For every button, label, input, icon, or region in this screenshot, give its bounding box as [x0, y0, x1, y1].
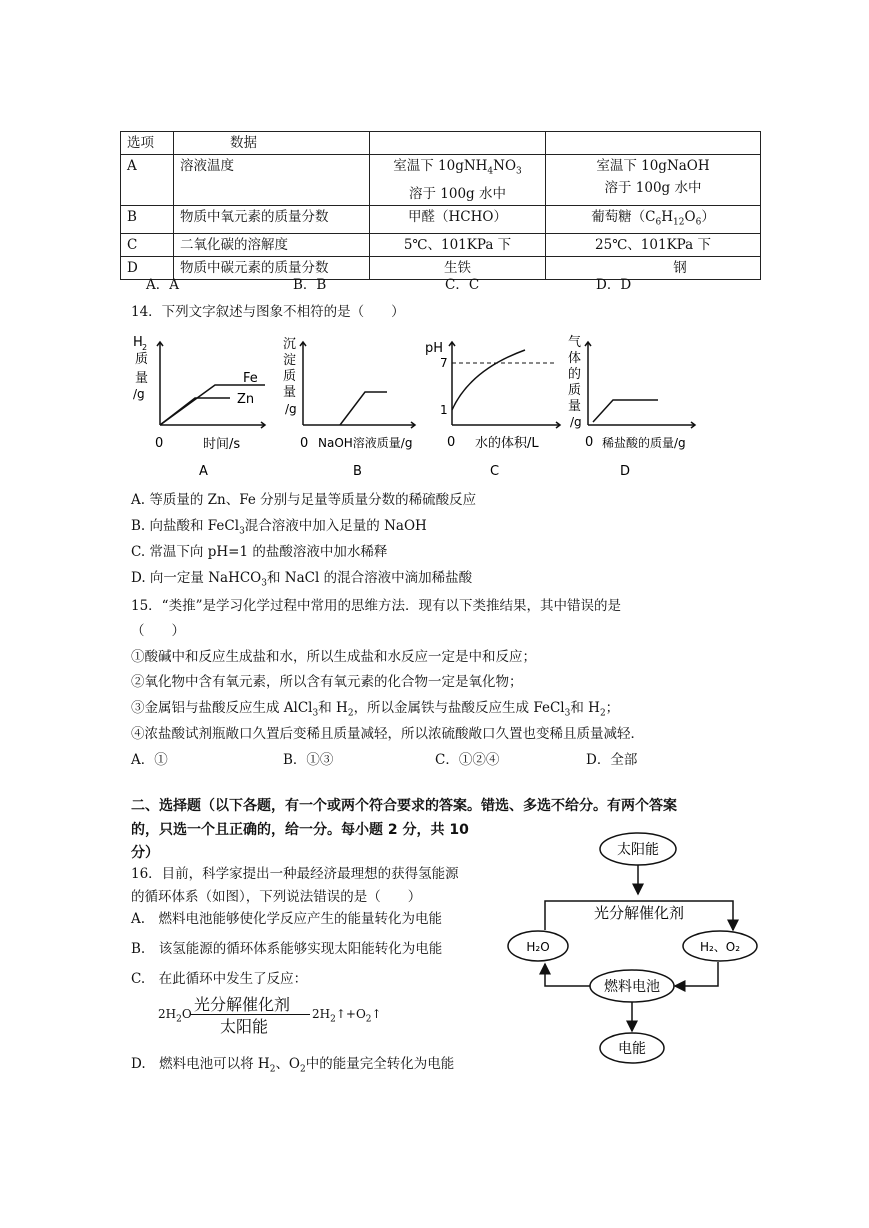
graph-b: [300, 342, 415, 428]
graph-a-xlabel: 时间/s: [203, 437, 241, 452]
q16-option-c[interactable]: C. 在此循环中发生了反应：: [131, 971, 308, 987]
series-label-zn: Zn: [237, 392, 255, 407]
q13-choice-b[interactable]: B．B: [293, 277, 327, 293]
q15-choice-c[interactable]: C．①②④: [435, 752, 500, 768]
value-cell: 5℃、101KPa 下: [370, 234, 546, 257]
svg-text:淀: 淀: [283, 353, 297, 368]
sun-label: 太阳能: [617, 842, 659, 858]
value-cell: 葡萄糖$(C_6H_{12}O_6)$: [546, 205, 761, 234]
q16-stem-2: 的循环体系（如图），下列说法错误的是（ ）: [131, 889, 422, 905]
item-cell: 溶液温度: [174, 155, 370, 206]
electric-label: 电能: [618, 1041, 646, 1057]
q13-choice-c[interactable]: C．C: [445, 277, 480, 293]
graph-b-xlabel: NaOH溶液质量/g: [318, 436, 413, 450]
header-cell: 数据: [174, 132, 370, 155]
gas-line: [593, 400, 658, 422]
section2-heading-line3: 分）: [131, 845, 159, 861]
value-cell: 钢: [546, 257, 761, 280]
graph-c-xlabel: 水的体积/L: [475, 436, 539, 451]
equation-condition-top: 光分解催化剂: [194, 995, 291, 1014]
q15-item-1: ①酸碱中和反应生成盐和水，所以生成盐和水反应一定是中和反应；: [131, 649, 536, 665]
svg-text:量: 量: [568, 399, 582, 414]
graph-c: [449, 342, 560, 428]
section2-heading-line2: 的，只选一个且正确的，给一分。每小题 2 分，共 10: [131, 822, 469, 838]
catalyst-label: 光分解催化剂: [593, 904, 685, 922]
header-cell: 选项: [121, 132, 174, 155]
svg-text:沉: 沉: [283, 337, 297, 352]
q14-option-b[interactable]: B. 向盐酸和 FeCl$_3$混合溶液中加入足量的 NaOH: [131, 518, 427, 537]
graph-d-origin: 0: [585, 435, 594, 450]
svg-text:的: 的: [568, 367, 582, 382]
q16-equation: $2H_2O$ 光分解催化剂 太阳能 $2H_2↑+O_2↑$: [158, 992, 388, 1038]
graph-d-tag: D: [620, 464, 631, 479]
graph-b-tag: B: [353, 464, 362, 479]
q16-option-a[interactable]: A. 燃料电池能够使化学反应产生的能量转化为电能: [131, 911, 443, 927]
svg-text:/g: /g: [133, 387, 145, 401]
item-cell: 物质中氧元素的质量分数: [174, 205, 370, 234]
svg-text:气: 气: [568, 335, 582, 350]
q15-item-2: ②氧化物中含有氧元素，所以含有氧元素的化合物一定是氧化物；: [131, 674, 523, 690]
svg-text:量: 量: [135, 371, 149, 386]
q15-item-3: ③金属铝与盐酸反应生成 AlCl$_3$和 $H_2$，所以金属铁与盐酸反应生成 FeCl$_3$和 $H_2$；: [131, 700, 620, 719]
graph-c-origin: 0: [447, 435, 456, 450]
q16-option-d[interactable]: D. 燃料电池可以将 $H_2$、$O_2$中的能量完全转化为电能: [131, 1056, 455, 1075]
hydrogen-cycle-diagram: [505, 828, 770, 1068]
value-cell: 室温下 10gNaOH 溶于 100g 水中: [546, 155, 761, 206]
svg-text:质: 质: [135, 352, 149, 367]
q13-table: [120, 131, 761, 280]
graph-c-ylabel: pH: [425, 341, 444, 356]
gases-label: H₂、O₂: [699, 940, 741, 954]
value-cell: 甲醛（HCHO）: [370, 205, 546, 234]
q14-graphs: [125, 330, 725, 485]
q14-option-a[interactable]: A. 等质量的 Zn、Fe 分别与足量等质量分数的稀硫酸反应: [131, 492, 477, 508]
q16-stem-1: 16．目前，科学家提出一种最经济最理想的获得氢能源: [131, 866, 459, 882]
value-cell: 生铁: [370, 257, 546, 280]
svg-text:质: 质: [568, 383, 582, 398]
table-row: [121, 234, 761, 257]
table-row: [121, 132, 761, 155]
graph-a-origin: 0: [155, 436, 164, 451]
graph-a-tag: A: [199, 464, 208, 479]
fuel-cell-label: 燃料电池: [604, 979, 660, 995]
graph-a-ylabel-h: H: [133, 335, 143, 350]
item-cell: 物质中碳元素的质量分数: [174, 257, 370, 280]
q14-option-c[interactable]: C. 常温下向 pH=1 的盐酸溶液中加水稀释: [131, 544, 388, 560]
svg-text:量: 量: [283, 385, 297, 400]
value-cell: 25℃、101KPa 下: [546, 234, 761, 257]
ph-curve: [452, 350, 525, 410]
table-row: [121, 257, 761, 280]
graph-c-tick-7: 7: [440, 356, 448, 370]
series-label-fe: Fe: [243, 371, 258, 386]
q15-choice-b[interactable]: B．①③: [283, 752, 334, 768]
q15-choice-a[interactable]: A．①: [131, 752, 168, 768]
svg-text:2: 2: [142, 343, 148, 352]
q15-item-4: ④浓盐酸试剂瓶敞口久置后变稀且质量减轻，所以浓硫酸敞口久置也变稀且质量减轻．: [131, 726, 644, 742]
q13-choice-d[interactable]: D．D: [596, 277, 632, 293]
water-label: H₂O: [526, 940, 550, 954]
q14-stem: 14．下列文字叙述与图象不相符的是（ ）: [131, 304, 405, 320]
q13-choice-a[interactable]: A．A: [146, 277, 179, 293]
svg-text:/g: /g: [570, 415, 582, 429]
graph-b-origin: 0: [300, 436, 309, 451]
option-cell: C: [121, 234, 174, 257]
graph-d: [585, 342, 695, 428]
q15-choice-d[interactable]: D．全部: [586, 752, 638, 768]
table-row: [121, 155, 761, 206]
graph-d-xlabel: 稀盐酸的质量/g: [602, 436, 686, 450]
option-cell: D: [121, 257, 174, 280]
precipitate-line: [340, 392, 387, 425]
q14-option-d[interactable]: D. 向一定量 NaHCO$_3$和 NaCl 的混合溶液中滴加稀盐酸: [131, 570, 473, 589]
svg-text:体: 体: [568, 351, 582, 366]
option-cell: A: [121, 155, 174, 206]
value-cell: 室温下 $10gNH_4NO_3$ 溶于 100g 水中: [370, 155, 546, 206]
svg-text:质: 质: [283, 369, 297, 384]
graph-c-tag: C: [490, 464, 500, 479]
q15-paren: （ ）: [131, 623, 185, 639]
zn-line: [160, 398, 230, 425]
table-row: [121, 205, 761, 234]
option-cell: B: [121, 205, 174, 234]
graph-c-tick-1: 1: [440, 403, 448, 417]
section2-heading-line1: 二、选择题（以下各题，有一个或两个符合要求的答案。错选、多选不给分。有两个答案: [131, 798, 677, 814]
q16-option-b[interactable]: B. 该氢能源的循环体系能够实现太阳能转化为电能: [131, 941, 443, 957]
equation-condition-bottom: 太阳能: [220, 1017, 269, 1036]
q15-stem: 15．“类推”是学习化学过程中常用的思维方法．现有以下类推结果，其中错误的是: [131, 598, 621, 614]
item-cell: 二氧化碳的溶解度: [174, 234, 370, 257]
svg-text:/g: /g: [285, 402, 297, 416]
